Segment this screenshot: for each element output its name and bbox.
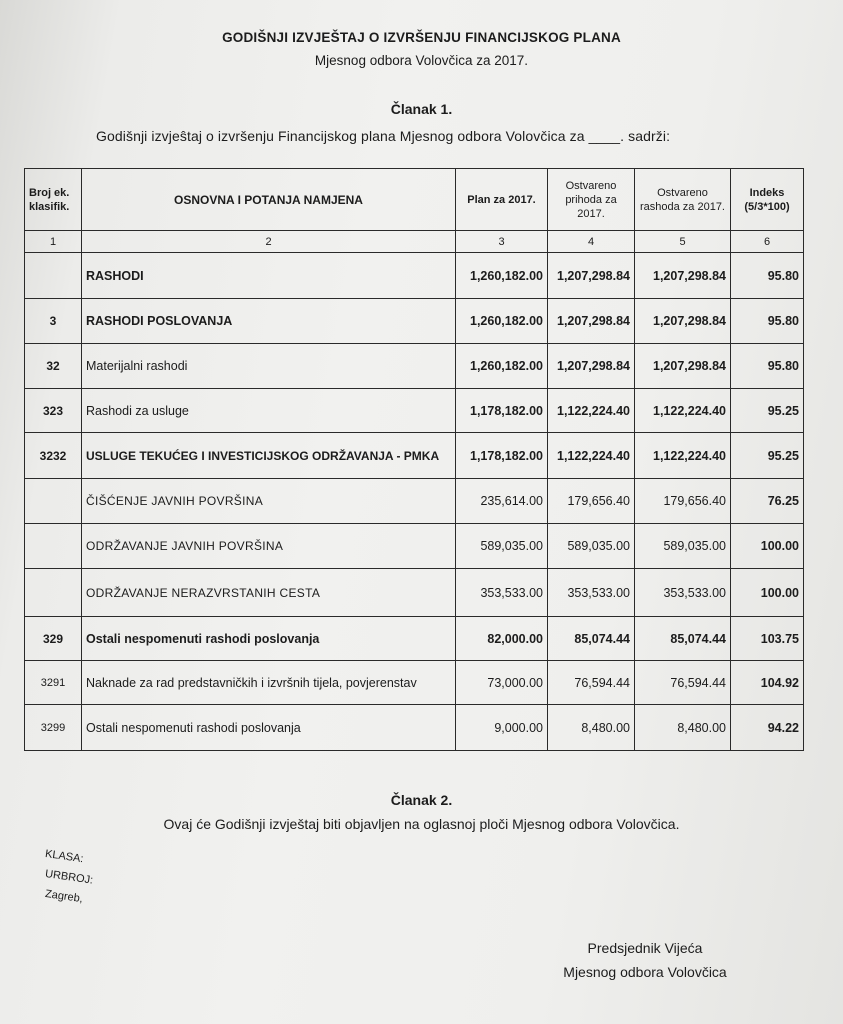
document-subtitle: Mjesnog odbora Volovčica za 2017. bbox=[314, 53, 529, 68]
table-row bbox=[25, 253, 804, 299]
article-1-intro: Godišnji izvjeŝtaj o izvršenju Financijskog plana Mjesnog odbora Volovčica za ____. sadrži: bbox=[96, 128, 671, 144]
row-revenue: 353,533.00 bbox=[548, 569, 635, 617]
row-code bbox=[25, 253, 82, 299]
row-plan: 1,178,182.00 bbox=[456, 433, 548, 479]
row-index: 76.25 bbox=[731, 479, 804, 524]
row-code bbox=[25, 569, 82, 617]
row-description: Naknade za rad predstavničkih i izvršnih tijela, povjerenstav bbox=[82, 661, 456, 705]
header-index: Indeks (5/3*100) bbox=[731, 169, 804, 231]
article-2-text: Ovaj će Godišnji izvještaj biti objavljen na oglasnoj ploči Mjesnog odbora Volovčica. bbox=[163, 816, 680, 832]
row-revenue: 589,035.00 bbox=[548, 524, 635, 569]
column-number: 2 bbox=[82, 231, 456, 253]
row-description: RASHODI POSLOVANJA bbox=[82, 299, 456, 344]
row-revenue: 1,207,298.84 bbox=[548, 299, 635, 344]
table-header-row bbox=[25, 169, 804, 231]
header-purpose: OSNOVNA I POTANJA NAMJENA bbox=[82, 169, 456, 231]
row-index: 103.75 bbox=[731, 617, 804, 661]
table-row bbox=[25, 705, 804, 751]
row-revenue: 1,122,224.40 bbox=[548, 389, 635, 433]
row-description: ODRŽAVANJE JAVNIH POVRŠINA bbox=[82, 524, 456, 569]
table-row bbox=[25, 389, 804, 433]
row-revenue: 1,207,298.84 bbox=[548, 253, 635, 299]
row-index: 95.80 bbox=[731, 344, 804, 389]
row-description: Rashodi za usluge bbox=[82, 389, 456, 433]
article-1-heading: Članak 1. bbox=[390, 101, 453, 117]
table-row bbox=[25, 299, 804, 344]
row-description: Ostali nespomenuti rashodi poslovanja bbox=[82, 705, 456, 751]
row-description: RASHODI bbox=[82, 253, 456, 299]
row-revenue: 76,594.44 bbox=[548, 661, 635, 705]
column-number: 4 bbox=[548, 231, 635, 253]
row-plan: 353,533.00 bbox=[456, 569, 548, 617]
document-title: GODIŠNJI IZVJEŠTAJ O IZVRŠENJU FINANCIJSKOG PLANA bbox=[222, 30, 621, 45]
column-number: 5 bbox=[635, 231, 731, 253]
header-revenue: Ostvareno prihoda za 2017. bbox=[548, 169, 635, 231]
row-index: 95.80 bbox=[731, 253, 804, 299]
table-row bbox=[25, 569, 804, 617]
row-index: 100.00 bbox=[731, 569, 804, 617]
column-number: 6 bbox=[731, 231, 804, 253]
row-expense: 1,122,224.40 bbox=[635, 433, 731, 479]
row-revenue: 179,656.40 bbox=[548, 479, 635, 524]
row-expense: 1,207,298.84 bbox=[635, 344, 731, 389]
row-code: 3299 bbox=[25, 705, 82, 751]
table-row bbox=[25, 433, 804, 479]
table-row bbox=[25, 661, 804, 705]
table-row bbox=[25, 344, 804, 389]
header-code: Broj ek. klasifik. bbox=[25, 169, 82, 231]
row-plan: 1,260,182.00 bbox=[456, 253, 548, 299]
row-code: 32 bbox=[25, 344, 82, 389]
row-index: 95.80 bbox=[731, 299, 804, 344]
row-plan: 1,260,182.00 bbox=[456, 344, 548, 389]
row-expense: 1,207,298.84 bbox=[635, 253, 731, 299]
row-revenue: 1,122,224.40 bbox=[548, 433, 635, 479]
row-revenue: 1,207,298.84 bbox=[548, 344, 635, 389]
row-description: ODRŽAVANJE NERAZVRSTANIH CESTA bbox=[82, 569, 456, 617]
signature-title: Predsjednik Vijeća bbox=[587, 940, 703, 956]
urbroj-label: URBROJ: bbox=[44, 868, 94, 887]
financial-table bbox=[24, 168, 804, 751]
row-description: Ostali nespomenuti rashodi poslovanja bbox=[82, 617, 456, 661]
row-code: 329 bbox=[25, 617, 82, 661]
row-expense: 353,533.00 bbox=[635, 569, 731, 617]
row-expense: 76,594.44 bbox=[635, 661, 731, 705]
row-description: Materijalni rashodi bbox=[82, 344, 456, 389]
column-number-row bbox=[25, 231, 804, 253]
row-index: 94.22 bbox=[731, 705, 804, 751]
table-row bbox=[25, 524, 804, 569]
header-plan: Plan za 2017. bbox=[456, 169, 548, 231]
row-index: 95.25 bbox=[731, 433, 804, 479]
place-label: Zagreb, bbox=[44, 888, 84, 906]
row-revenue: 8,480.00 bbox=[548, 705, 635, 751]
row-description: ČIŠĆENJE JAVNIH POVRŠINA bbox=[82, 479, 456, 524]
row-index: 104.92 bbox=[731, 661, 804, 705]
column-number: 3 bbox=[456, 231, 548, 253]
row-index: 100.00 bbox=[731, 524, 804, 569]
row-revenue: 85,074.44 bbox=[548, 617, 635, 661]
row-plan: 73,000.00 bbox=[456, 661, 548, 705]
row-plan: 1,260,182.00 bbox=[456, 299, 548, 344]
row-plan: 1,178,182.00 bbox=[456, 389, 548, 433]
row-expense: 1,122,224.40 bbox=[635, 389, 731, 433]
row-index: 95.25 bbox=[731, 389, 804, 433]
table-row bbox=[25, 617, 804, 661]
row-plan: 9,000.00 bbox=[456, 705, 548, 751]
row-description: USLUGE TEKUĆEG I INVESTICIJSKOG ODRŽAVANJA - PMKA bbox=[82, 433, 456, 479]
table-row bbox=[25, 479, 804, 524]
row-code: 323 bbox=[25, 389, 82, 433]
row-plan: 82,000.00 bbox=[456, 617, 548, 661]
row-expense: 8,480.00 bbox=[635, 705, 731, 751]
row-expense: 85,074.44 bbox=[635, 617, 731, 661]
klasa-label: KLASA: bbox=[44, 848, 85, 866]
row-expense: 179,656.40 bbox=[635, 479, 731, 524]
row-expense: 1,207,298.84 bbox=[635, 299, 731, 344]
row-code: 3291 bbox=[25, 661, 82, 705]
row-plan: 589,035.00 bbox=[456, 524, 548, 569]
signature-organization: Mjesnog odbora Volovčica bbox=[563, 964, 727, 980]
article-2-heading: Članak 2. bbox=[390, 792, 453, 808]
row-code bbox=[25, 524, 82, 569]
header-expense: Ostvareno rashoda za 2017. bbox=[635, 169, 731, 231]
column-number: 1 bbox=[25, 231, 82, 253]
row-code bbox=[25, 479, 82, 524]
row-plan: 235,614.00 bbox=[456, 479, 548, 524]
row-expense: 589,035.00 bbox=[635, 524, 731, 569]
row-code: 3232 bbox=[25, 433, 82, 479]
row-code: 3 bbox=[25, 299, 82, 344]
